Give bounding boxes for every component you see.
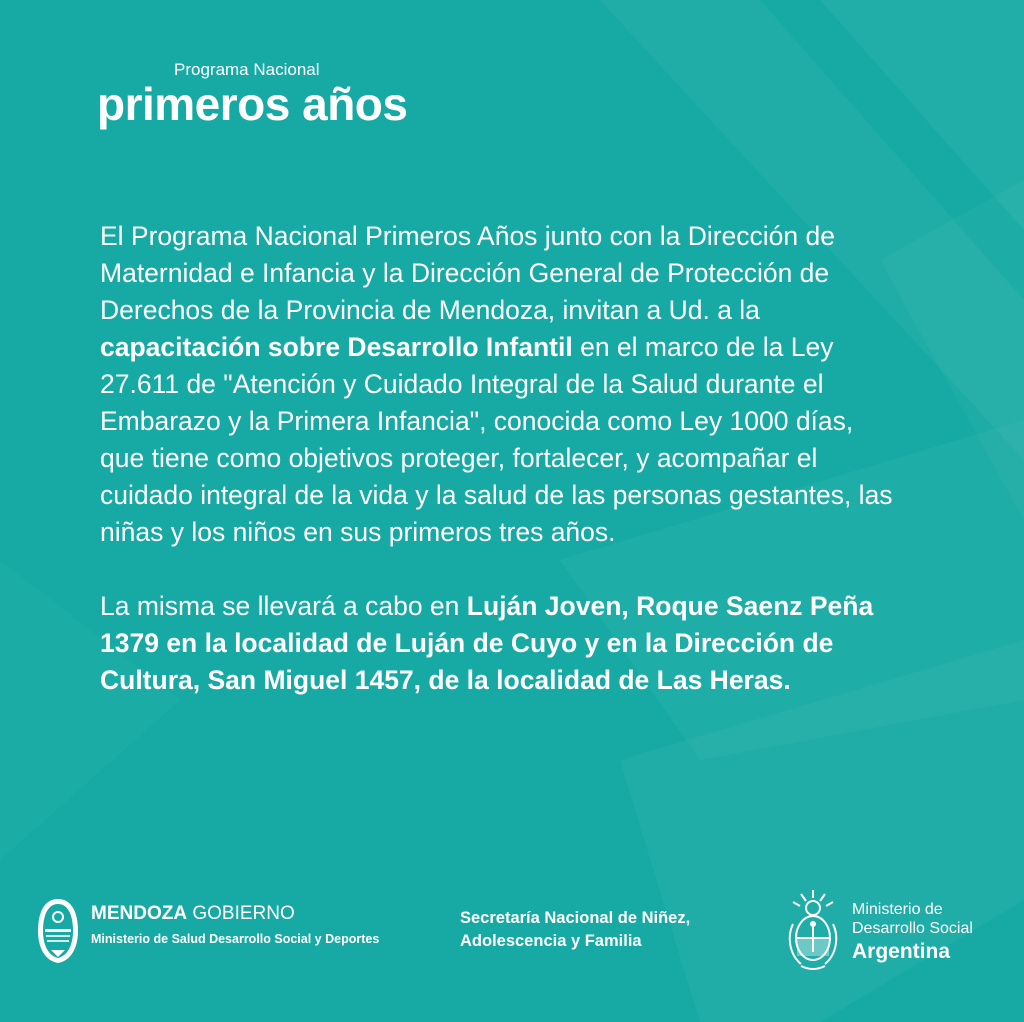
paragraph-intro: El Programa Nacional Primeros Años junto con la Dirección de Maternidad e Infancia y la Dirección General de Protección de Derechos de la Provincia de Mendoza, invitan a Ud. a la capacitación sobre Desarrollo Infantil en el marco de la Ley 27.611 de "Atención y Cuidado Integral de la Salud durante el Embarazo y la Primera Infancia", conocida como Ley 1000 días, que tiene como objetivos proteger, fortalecer, y acompañar el cuidado integral de la vida y la salud de las personas gestantes, las niñas y los niños en sus primeros tres años.: [100, 221, 893, 547]
program-label: Programa Nacional: [174, 60, 320, 79]
mendoza-ministry-name: Ministerio de Salud Desarrollo Social y Deportes: [91, 932, 380, 946]
ministerio-desarrollo-social-logo: [785, 888, 1015, 973]
paragraph-location: La misma se llevará a cabo en Luján Joven, Roque Saenz Peña 1379 en la localidad de Luján de Cuyo y en la Dirección de Cultura, San Miguel 1457, de la localidad de Las Heras.: [100, 591, 874, 695]
mendoza-coat-of-arms-icon: [36, 897, 80, 965]
senaf-line-2: Adolescencia y Familia: [460, 932, 642, 950]
ministerio-line-2: Desarrollo Social: [852, 920, 973, 937]
program-name: primeros años: [97, 78, 408, 130]
senaf-line-1: Secretaría Nacional de Niñez,: [460, 909, 691, 927]
invitation-body: [100, 218, 900, 699]
ministerio-line-3: Argentina: [852, 940, 951, 963]
location-details: Luján Joven, Roque Saenz Peña 1379 en la localidad de Luján de Cuyo y en la Dirección de Cultura, San Miguel 1457, de la localidad de Las Heras.: [100, 591, 874, 695]
training-title: capacitación sobre Desarrollo Infantil: [100, 332, 573, 362]
mendoza-government-name: MENDOZA GOBIERNO: [91, 903, 295, 924]
senaf-logo: [460, 907, 750, 953]
argentina-coat-of-arms-icon: [785, 888, 841, 974]
ministerio-line-1: Ministerio de: [852, 901, 943, 918]
